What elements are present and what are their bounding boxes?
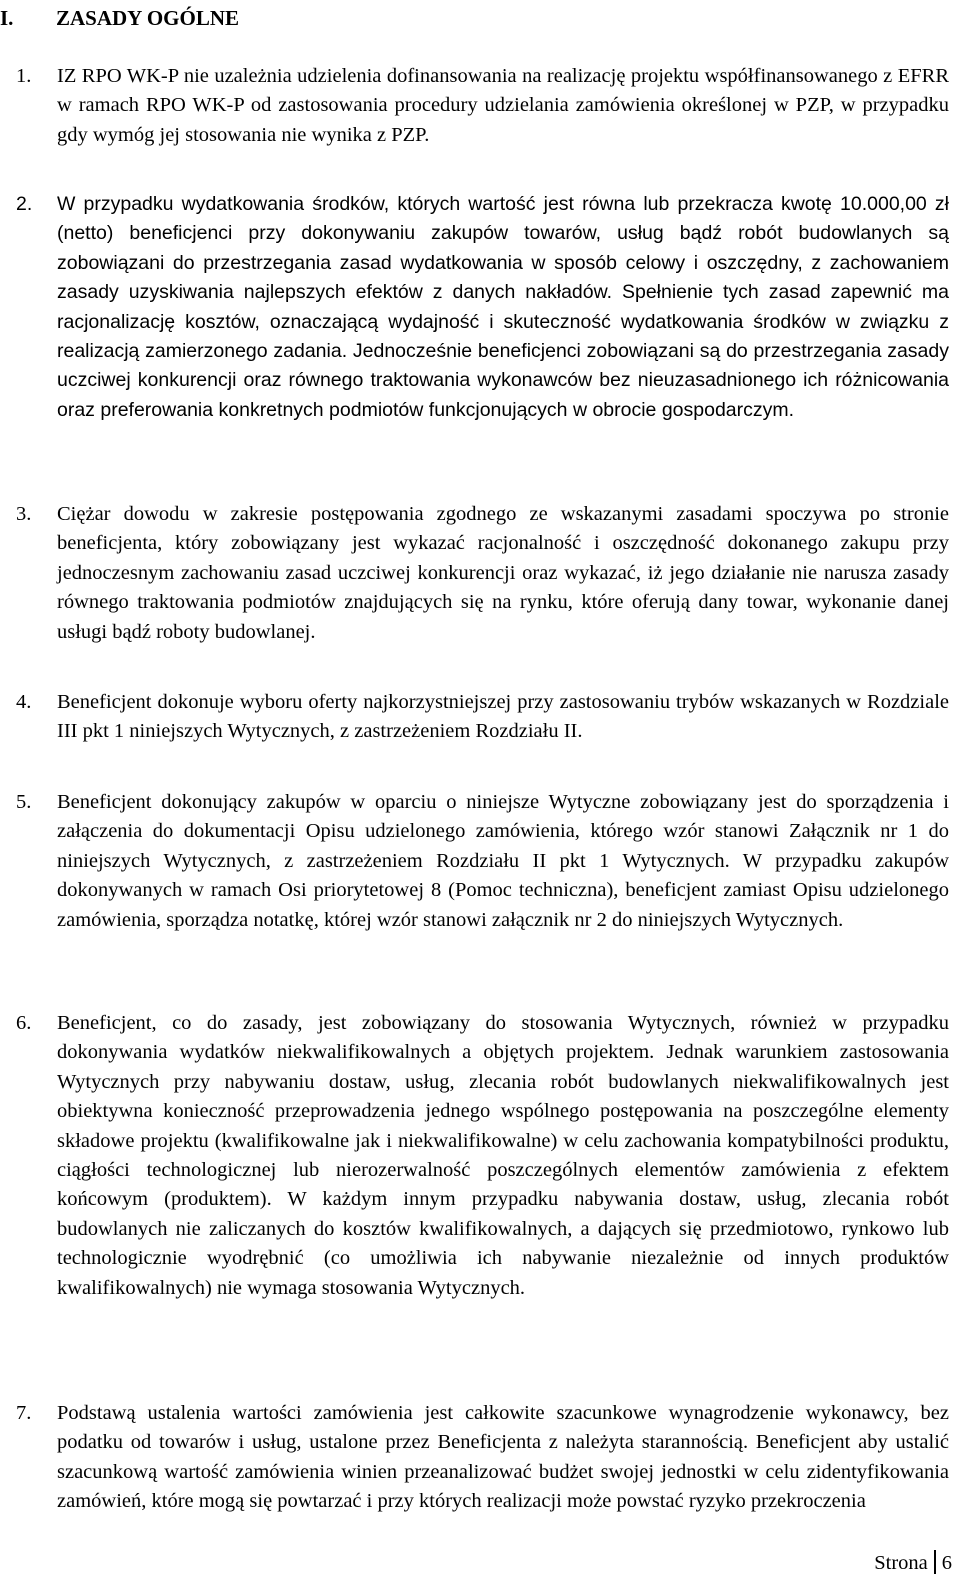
- list-item-text: Podstawą ustalenia wartości zamówienia jest całkowite szacunkowe wynagrodzenie wykonawcy, bez podatku od towarów i usług, ustalone przez Beneficjenta z należyta starannością. Beneficjent aby ustalić szacunkową wartość zamówienia winien przeanalizować budżet swojej jednostki w celu zidentyfikowania zamówień, które mogą się powtarzać i przy których realizacji może powstać ryzyko przekroczenia: [57, 1402, 949, 1513]
- list-item-text: Beneficjent dokonuje wyboru oferty najkorzystniejszej przy zastosowaniu trybów wskazanych w Rozdziale III pkt 1 niniejszych Wytycznych, z zastrzeżeniem Rozdziału II.: [57, 691, 949, 743]
- list-item-number: 7.: [16, 1402, 32, 1424]
- list-item-text: Beneficjent, co do zasady, jest zobowiązany do stosowania Wytycznych, również w przypadku dokonywania wydatków niekwalifikowalnych a objętych projektem. Jednak warunkiem zastosowania Wytycznych przy nabywaniu dostaw, usług, zlecania robót budowlanych niekwalifikowalnych jest obiektywna konieczność przeprowadzenia jednego wspólnego postępowania na poszczególne elementy składowe projektu (kwalifikowalne jak i niekwalifikowalne) w celu zachowania kompatybilności produktu, ciągłości technologicznej lub nierozerwalność poszczególnych elementów zamówienia z efektem końcowym (produktem). W każdym innym przypadku nabywania dostaw, usług, zlecania robót budowlanych nie zaliczanych do kosztów kwalifikowalnych, a dających się przedmiotowo, rynkowo lub technologicznie wyodrębnić (co umożliwia ich nabywanie niezależnie od innych produktów kwalifikowalnych) nie wymaga stosowania Wytycznych.: [57, 1012, 949, 1299]
- list-item-4: [16, 688, 949, 747]
- section-title: ZASADY OGÓLNE: [56, 6, 240, 30]
- list-item-3: [16, 500, 949, 647]
- list-item-text: Beneficjent dokonujący zakupów w oparciu o niniejsze Wytyczne zobowiązany jest do sporządzenia i załączenia do dokumentacji Opisu udzielonego zamówienia, którego wzór stanowi Załącznik nr 1 do niniejszych Wytycznych, z zastrzeżeniem Rozdziału II pkt 1 Wytycznych. W przypadku zakupów dokonywanych w ramach Osi priorytetowej 8 (Pomoc techniczna), beneficjent zamiast Opisu udzielonego zamówienia, sporządza notatkę, której wzór stanowi załącznik nr 2 do niniejszych Wytycznych.: [57, 791, 949, 931]
- page-number: 6: [941, 1552, 952, 1574]
- list-item-number: 2.: [16, 193, 33, 215]
- list-item-text: Ciężar dowodu w zakresie postępowania zgodnego ze wskazanymi zasadami spoczywa po stronie beneficjenta, który zobowiązany jest wykazać racjonalność i oszczędność dokonanego zakupu przy jednoczesnym zachowaniu zasad uczciwej konkurencji oraz wykazać, iż jego działanie nie narusza zasady równego traktowania podmiotów znajdujących się na rynku, które oferują dany towar, wykonanie danej usługi bądź roboty budowlanej.: [57, 503, 949, 643]
- page-separator: [934, 1550, 936, 1574]
- list-item-6: [16, 1009, 949, 1303]
- list-item-number: 3.: [16, 503, 32, 525]
- section-heading: [0, 4, 239, 32]
- page-footer: [874, 1549, 952, 1577]
- list-item-2: [16, 190, 949, 425]
- list-item-number: 6.: [16, 1012, 32, 1034]
- list-item-1: [16, 62, 949, 150]
- list-item-number: 4.: [16, 691, 32, 713]
- list-item-5: [16, 788, 949, 935]
- list-item-number: 1.: [16, 65, 32, 87]
- list-item-number: 5.: [16, 791, 32, 813]
- list-item-7: [16, 1399, 949, 1517]
- list-item-text: IZ RPO WK-P nie uzależnia udzielenia dofinansowania na realizację projektu współfinansowanego z EFRR w ramach RPO WK-P od zastosowania procedury udzielania zamówienia określonej w PZP, w przypadku gdy wymóg jej stosowania nie wynika z PZP.: [57, 65, 949, 146]
- list-item-text: W przypadku wydatkowania środków, których wartość jest równa lub przekracza kwotę 10.000,00 zł (netto) beneficjenci przy dokonywaniu zakupów towarów, usług bądź robót budowlanych są zobowiązani do przestrzegania zasad wydatkowania w sposób celowy i oszczędny, z zachowaniem zasady uzyskiwania najlepszych efektów z danych nakładów. Spełnienie tych zasad zapewnić ma racjonalizację kosztów, oznaczającą wydajność i skuteczność wydatkowania środków w związku z realizacją zamierzonego zadania. Jednocześnie beneficjenci zobowiązani są do przestrzegania zasady uczciwej konkurencji oraz równego traktowania wykonawców bez nieuzasadnionego ich różnicowania oraz preferowania konkretnych podmiotów funkcjonujących w obrocie gospodarczym.: [57, 193, 949, 421]
- page-label: Strona: [874, 1552, 928, 1574]
- section-number: I.: [0, 6, 14, 30]
